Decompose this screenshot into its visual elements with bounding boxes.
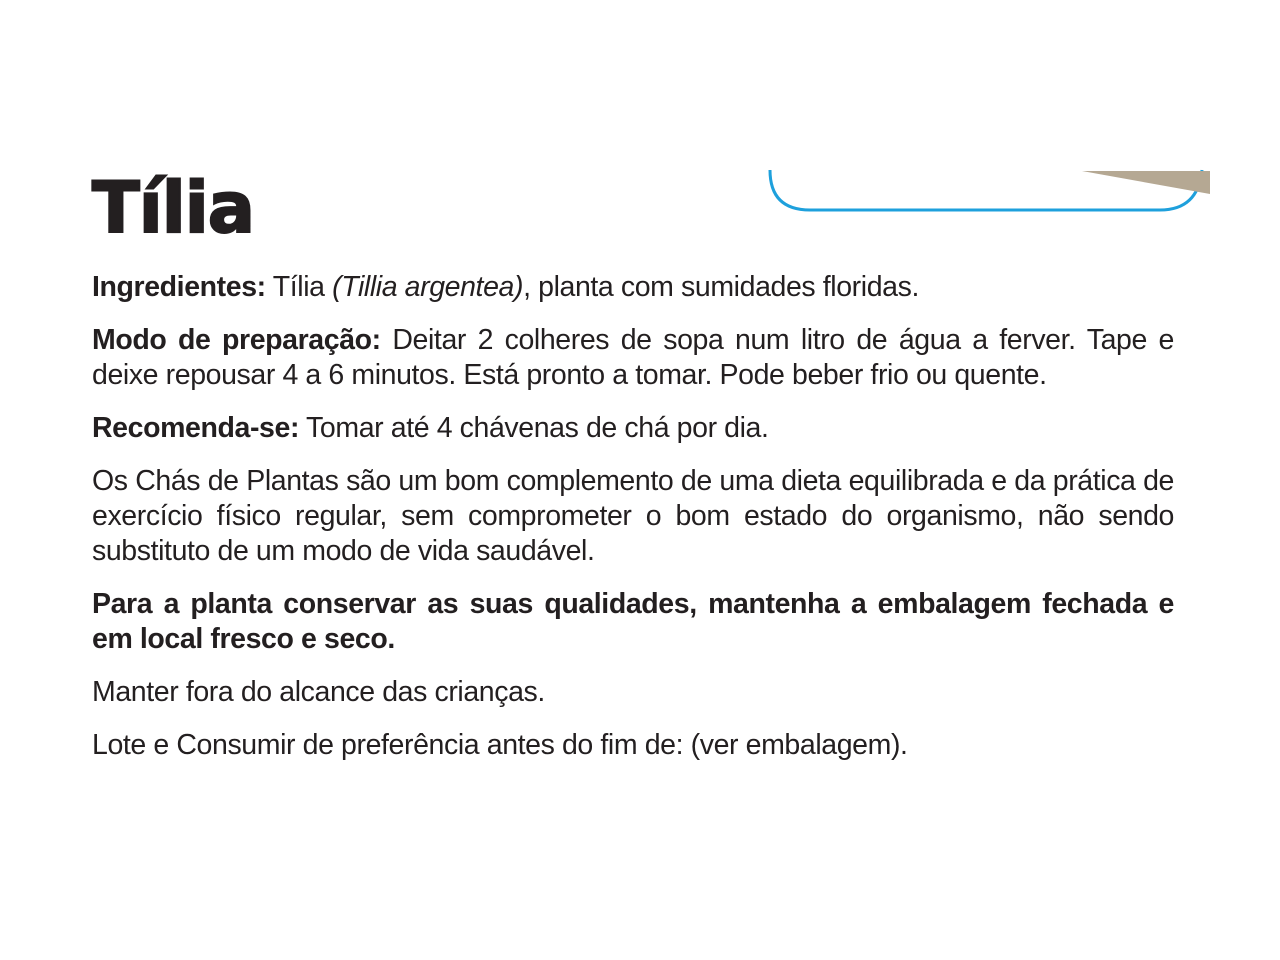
kraft-paper-corner [1082,171,1210,194]
ingredients-description: , planta com sumidades floridas. [523,271,919,303]
product-info-text [92,270,1174,781]
ingredients-label: Ingredientes: [92,271,266,303]
preparation-paragraph [92,323,1174,393]
preparation-text: Deitar 2 colheres de sopa num litro de água a ferver. Tape e deixe repousar 4 a 6 minutos. Está pronto a tomar. Pode beber frio ou quente. [92,324,1174,391]
ingredients-latin-name: (Tillia argentea) [332,271,524,303]
ingredients-name: Tília [265,271,333,303]
recommendation-text: Tomar até 4 chávenas de chá por dia. [299,412,769,444]
children-warning: Manter fora do alcance das crianças. [92,676,545,708]
ingredients-paragraph [92,270,1174,305]
decorative-package-corner [760,150,1220,220]
page-title: Tília [92,167,254,249]
complement-paragraph: Os Chás de Plantas são um bom complemento de uma dieta equilibrada e da prática de exercício físico regular, sem comprometer o bom estado do organismo, não sendo substituto de um modo de vida saudável. [92,465,1174,567]
recommendation-paragraph [92,411,1174,446]
storage-paragraph: Para a planta conservar as suas qualidades, mantenha a embalagem fechada e em local fresco e seco. [92,588,1174,655]
batch-expiry-text: Lote e Consumir de preferência antes do fim de: (ver embalagem). [92,729,908,761]
preparation-label: Modo de preparação: [92,324,381,356]
recommendation-label: Recomenda-se: [92,412,300,444]
